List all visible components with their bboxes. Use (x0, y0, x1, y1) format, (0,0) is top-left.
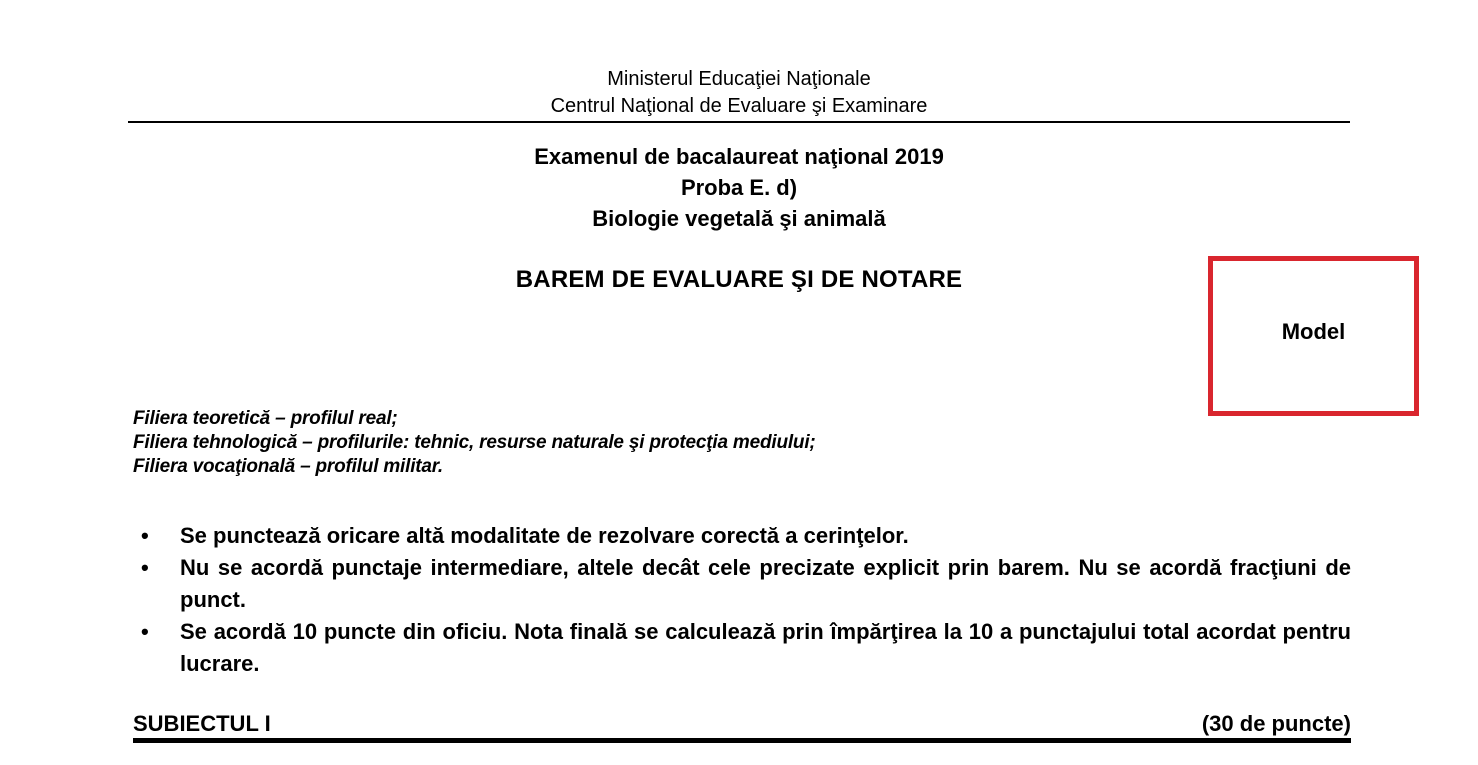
subject-heading-row (133, 711, 1351, 743)
subject-label: SUBIECTUL I (133, 711, 271, 736)
document-header (0, 66, 1478, 120)
list-item (133, 616, 1351, 680)
list-item (133, 552, 1351, 616)
header-divider (128, 121, 1350, 123)
rule-text: Se punctează oricare altă modalitate de rezolvare corectă a cerinţelor. (180, 523, 909, 548)
filiera-line-vocationala: Filiera vocaţională – profilul militar. (133, 456, 444, 477)
rule-text: Nu se acordă punctaje intermediare, altele decât cele precizate explicit prin barem. Nu se acordă fracţiuni de punct. (180, 555, 1351, 612)
filiera-block (133, 407, 1351, 479)
model-box (1208, 256, 1419, 416)
model-label: Model (1281, 319, 1346, 344)
exam-title-line3: Biologie vegetală şi animală (592, 206, 886, 231)
list-item (133, 520, 1351, 552)
rule-text: Se acordă 10 puncte din oficiu. Nota finală se calculează prin împărţirea la 10 a punctajului total acordat pentru lucrare. (180, 619, 1351, 676)
header-center-line: Centrul Naţional de Evaluare şi Examinare (550, 95, 928, 117)
bullet-icon: • (141, 523, 149, 548)
exam-title-line1: Examenul de bacalaureat naţional 2019 (534, 144, 944, 169)
filiera-line-tehnologica: Filiera tehnologică – profilurile: tehnic, resurse naturale şi protecţia mediului; (133, 432, 816, 453)
bullet-icon: • (141, 555, 149, 580)
exam-title-block (0, 141, 1478, 234)
header-ministry-line: Ministerul Educaţiei Naţionale (607, 68, 871, 90)
exam-title-line2: Proba E. d) (680, 175, 798, 200)
subject-points: (30 de puncte) (1201, 711, 1351, 736)
grading-rules-list (133, 520, 1351, 680)
bullet-icon: • (141, 619, 149, 644)
filiera-line-teoretica: Filiera teoretică – profilul real; (133, 408, 398, 429)
barem-heading: BAREM DE EVALUARE ŞI DE NOTARE (515, 266, 963, 293)
